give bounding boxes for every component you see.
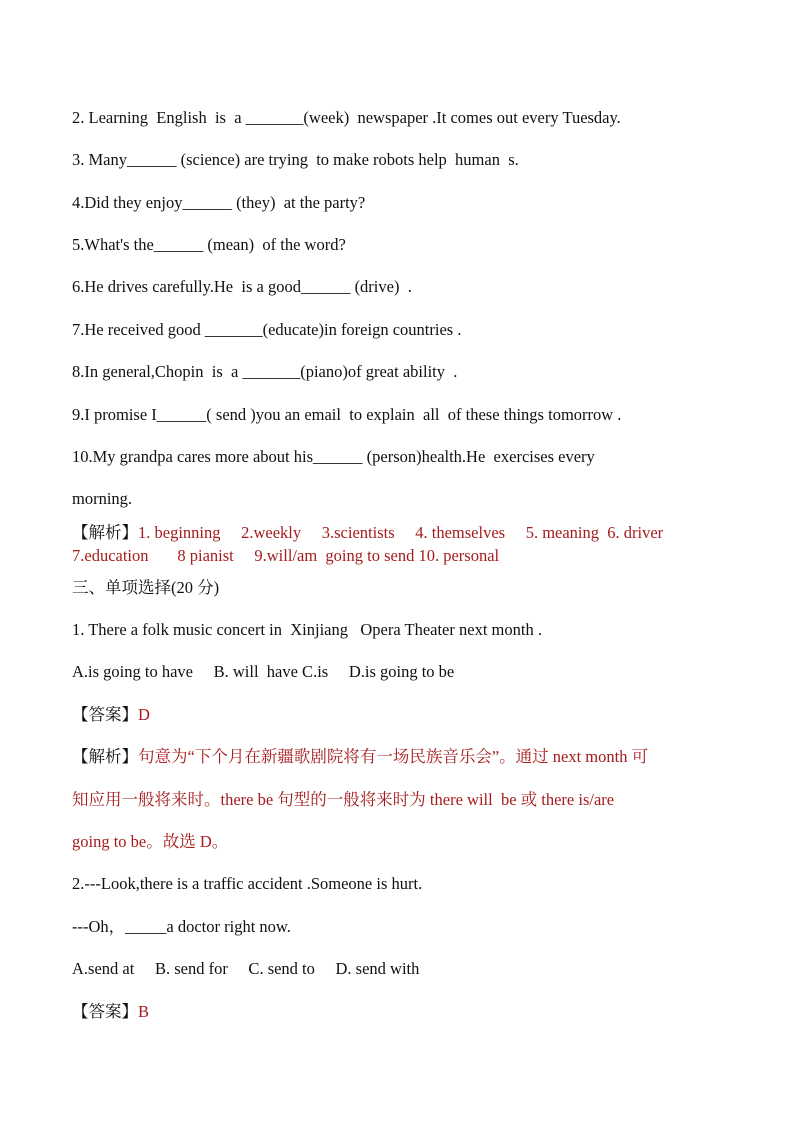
choice-question-2-reply: ---Oh，_____a doctor right now. [72, 917, 291, 936]
fill-in-question-4: 4.Did they enjoy______ (they) at the party? [72, 193, 366, 212]
answer-value: B [138, 1002, 150, 1021]
fill-in-question-8: 8.In general,Chopin is a _______(piano)of great ability . [72, 362, 458, 381]
choice-question-1-analysis-1 [72, 747, 734, 767]
fill-in-question-10: 10.My grandpa cares more about his______ (person)health.He exercises every [72, 447, 595, 466]
fill-in-question-9: 9.I promise I______( send )you an email to explain all of these things tomorrow . [72, 405, 622, 424]
choice-question-1-answer [72, 705, 734, 725]
choice-question-2-options: A.send at B. send for C. send to D. send with [72, 959, 420, 978]
answer-label: 【答案】 [72, 705, 138, 724]
fill-in-question-7: 7.He received good _______(educate)in foreign countries . [72, 320, 462, 339]
choice-question-1-options: A.is going to have B. will have C.is D.is going to be [72, 662, 455, 681]
fill-in-analysis-line-1 [72, 523, 734, 543]
answer-label: 【答案】 [72, 1002, 138, 1021]
choice-question-2-stem: 2.---Look,there is a traffic accident .Someone is hurt. [72, 874, 423, 893]
fill-in-analysis-line-2: 7.education 8 pianist 9.will/am going to send 10. personal [72, 546, 500, 565]
fill-in-question-3: 3. Many______ (science) are trying to make robots help human s. [72, 150, 519, 169]
choice-question-1-stem: 1. There a folk music concert in Xinjiang Opera Theater next month . [72, 620, 542, 639]
choice-question-1-analysis-3: going to be。故选 D。 [72, 832, 229, 851]
fill-in-question-2: 2. Learning English is a _______(week) newspaper .It comes out every Tuesday. [72, 108, 621, 127]
choice-question-1-analysis-2: 知应用一般将来时。there be 句型的一般将来时为 there will be 或 there is/are [72, 790, 615, 809]
analysis-answers: 1. beginning 2.weekly 3.scientists 4. themselves 5. meaning 6. driver [138, 523, 664, 542]
answer-value: D [138, 705, 150, 724]
analysis-label: 【解析】 [72, 747, 138, 766]
analysis-label: 【解析】 [72, 523, 138, 542]
fill-in-question-5: 5.What's the______ (mean) of the word? [72, 235, 346, 254]
choice-question-2-answer [72, 1002, 734, 1022]
section-heading: 三、单项选择(20 分) [72, 578, 220, 597]
fill-in-question-10-continued: morning. [72, 489, 133, 508]
fill-in-question-6: 6.He drives carefully.He is a good______ (drive) . [72, 277, 412, 296]
analysis-text: 句意为“下个月在新疆歌剧院将有一场民族音乐会”。通过 next month 可 [138, 747, 649, 766]
